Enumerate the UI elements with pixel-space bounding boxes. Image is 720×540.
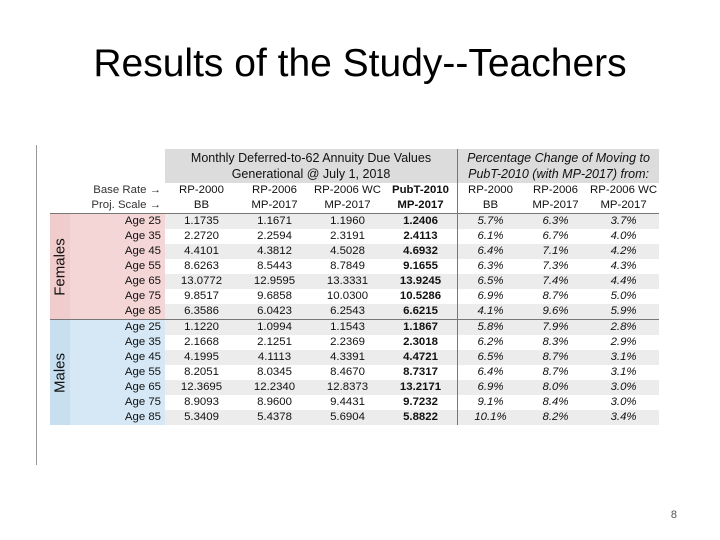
annuity-value-cell: 6.2543 bbox=[311, 304, 384, 320]
annuity-value-cell: 13.9245 bbox=[384, 274, 458, 289]
base-rate-col-6: RP-2006 bbox=[533, 184, 578, 196]
annuity-value-cell: 1.1735 bbox=[165, 214, 238, 230]
proj-scale-col-5: BB bbox=[458, 198, 524, 214]
row-age-label: Age 45 bbox=[70, 244, 165, 259]
page-number: 8 bbox=[670, 509, 677, 521]
annuity-value-cell: 4.5028 bbox=[311, 244, 384, 259]
percent-change-cell: 3.7% bbox=[588, 214, 659, 230]
percent-change-cell: 10.1% bbox=[458, 410, 524, 425]
group-label-females bbox=[50, 214, 70, 320]
annuity-value-cell: 8.7317 bbox=[403, 366, 438, 378]
annuity-value-cell: 8.9600 bbox=[257, 396, 292, 408]
proj-scale-col-4: MP-2017 bbox=[397, 199, 444, 211]
annuity-value-cell: 12.3695 bbox=[165, 380, 238, 395]
annuity-value-cell: 10.0300 bbox=[326, 290, 369, 302]
group-label-text: Males bbox=[51, 352, 69, 393]
annuity-value-cell: 2.2369 bbox=[330, 336, 365, 348]
annuity-value-cell: 13.2171 bbox=[384, 380, 458, 395]
annuity-value-cell: 8.4670 bbox=[330, 366, 365, 378]
annuity-value-cell: 5.4378 bbox=[238, 410, 311, 425]
percent-change-cell: 5.0% bbox=[610, 290, 637, 302]
percent-change-cell: 7.9% bbox=[523, 320, 588, 336]
annuity-value-cell: 6.6215 bbox=[384, 304, 458, 320]
percent-change-cell: 8.4% bbox=[542, 396, 569, 408]
group-label-males bbox=[50, 320, 70, 426]
annuity-value-cell: 12.9595 bbox=[238, 274, 311, 289]
percent-change-cell: 5.8% bbox=[458, 320, 524, 336]
base-rate-col-3: RP-2006 WC bbox=[313, 184, 382, 196]
row-age-label: Age 55 bbox=[70, 365, 165, 380]
percent-change-cell: 8.0% bbox=[523, 380, 588, 395]
percent-change-cell: 6.3% bbox=[523, 214, 588, 230]
proj-scale-col-3: MP-2017 bbox=[324, 199, 371, 211]
table-row bbox=[50, 350, 659, 365]
row-age-label: Age 35 bbox=[70, 335, 165, 350]
percent-change-cell: 8.7% bbox=[542, 366, 569, 378]
annuity-value-cell: 4.1113 bbox=[238, 350, 311, 365]
percent-change-cell: 2.9% bbox=[610, 336, 637, 348]
annuity-value-cell: 1.0994 bbox=[238, 320, 311, 336]
annuity-value-cell: 9.7232 bbox=[403, 396, 438, 408]
annuity-value-cell: 1.1867 bbox=[384, 320, 458, 336]
percent-change-cell: 8.2% bbox=[523, 410, 588, 425]
proj-scale-row bbox=[50, 198, 659, 214]
row-age-label: Age 85 bbox=[70, 304, 165, 320]
percent-change-cell: 3.1% bbox=[610, 366, 637, 378]
row-age-label: Age 25 bbox=[70, 214, 165, 230]
header-annuity-values: Monthly Deferred-to-62 Annuity Due Values Generational @ July 1, 2018 bbox=[165, 149, 458, 183]
base-rate-row bbox=[50, 183, 659, 198]
table-row bbox=[50, 365, 659, 380]
annuity-value-cell: 8.2051 bbox=[184, 366, 219, 378]
proj-scale-label: Proj. Scale → bbox=[91, 199, 161, 211]
annuity-value-cell: 2.3018 bbox=[403, 336, 438, 348]
group-label-text: Females bbox=[51, 237, 69, 296]
table-row bbox=[50, 410, 659, 425]
percent-change-cell: 6.7% bbox=[542, 230, 569, 242]
percent-change-cell: 5.7% bbox=[458, 214, 524, 230]
base-rate-col-2: RP-2006 bbox=[252, 184, 297, 196]
annuity-value-cell: 9.4431 bbox=[330, 396, 365, 408]
row-age-label: Age 65 bbox=[70, 274, 165, 289]
table-row bbox=[50, 335, 659, 350]
table-row bbox=[50, 229, 659, 244]
annuity-value-cell: 10.5286 bbox=[399, 290, 442, 302]
annuity-value-cell: 13.3331 bbox=[311, 274, 384, 289]
slide-title: Results of the Study--Teachers bbox=[93, 42, 627, 85]
percent-change-cell: 9.1% bbox=[458, 395, 524, 410]
annuity-value-cell: 4.4721 bbox=[384, 350, 458, 365]
row-age-label: Age 55 bbox=[70, 259, 165, 274]
percent-change-cell: 6.1% bbox=[458, 229, 524, 244]
percent-change-cell: 3.0% bbox=[588, 380, 659, 395]
annuity-value-cell: 1.1220 bbox=[165, 320, 238, 336]
percent-change-cell: 4.0% bbox=[610, 230, 637, 242]
annuity-value-cell: 6.3586 bbox=[165, 304, 238, 320]
percent-change-cell: 7.4% bbox=[523, 274, 588, 289]
percent-change-cell: 3.4% bbox=[588, 410, 659, 425]
table-row bbox=[50, 289, 659, 304]
percent-change-cell: 8.3% bbox=[542, 336, 569, 348]
annuity-value-cell: 5.8822 bbox=[384, 410, 458, 425]
annuity-value-cell: 2.1668 bbox=[184, 336, 219, 348]
percent-change-cell: 6.9% bbox=[458, 380, 524, 395]
percent-change-cell: 4.1% bbox=[458, 304, 524, 320]
annuity-value-cell: 8.7849 bbox=[330, 260, 365, 272]
annuity-value-cell: 1.1543 bbox=[311, 320, 384, 336]
annuity-value-cell: 12.8373 bbox=[311, 380, 384, 395]
row-age-label: Age 85 bbox=[70, 410, 165, 425]
percent-change-cell: 8.7% bbox=[523, 350, 588, 365]
percent-change-cell: 6.3% bbox=[458, 259, 524, 274]
proj-scale-col-6: MP-2017 bbox=[532, 199, 579, 211]
table-row bbox=[50, 320, 659, 336]
annuity-value-cell: 8.6263 bbox=[184, 260, 219, 272]
annuity-value-cell: 4.4101 bbox=[165, 244, 238, 259]
base-rate-label: Base Rate → bbox=[93, 184, 161, 196]
percent-change-cell: 3.1% bbox=[588, 350, 659, 365]
row-age-label: Age 75 bbox=[70, 395, 165, 410]
table-row bbox=[50, 214, 659, 230]
percent-change-cell: 6.5% bbox=[458, 350, 524, 365]
percent-change-cell: 7.1% bbox=[523, 244, 588, 259]
annuity-value-cell: 9.1655 bbox=[403, 260, 438, 272]
proj-scale-col-1: BB bbox=[193, 199, 210, 211]
table-row bbox=[50, 395, 659, 410]
proj-scale-col-2: MP-2017 bbox=[251, 199, 298, 211]
percent-change-cell: 6.4% bbox=[458, 244, 524, 259]
annuity-value-cell: 5.3409 bbox=[165, 410, 238, 425]
percent-change-cell: 6.9% bbox=[458, 289, 524, 304]
percent-change-cell: 5.9% bbox=[588, 304, 659, 320]
annuity-value-cell: 4.1995 bbox=[165, 350, 238, 365]
percent-change-cell: 4.4% bbox=[588, 274, 659, 289]
percent-change-cell: 7.3% bbox=[542, 260, 569, 272]
table-row bbox=[50, 259, 659, 274]
percent-change-cell: 4.2% bbox=[588, 244, 659, 259]
percent-change-cell: 6.5% bbox=[458, 274, 524, 289]
table-row bbox=[50, 380, 659, 395]
percent-change-cell: 9.6% bbox=[523, 304, 588, 320]
annuity-value-cell: 2.2594 bbox=[257, 230, 292, 242]
row-age-label: Age 45 bbox=[70, 350, 165, 365]
annuity-value-cell: 1.1671 bbox=[238, 214, 311, 230]
annuity-value-cell: 13.0772 bbox=[165, 274, 238, 289]
annuity-value-cell: 2.1251 bbox=[257, 336, 292, 348]
annuity-value-cell: 9.6858 bbox=[257, 290, 292, 302]
annuity-value-cell: 8.5443 bbox=[257, 260, 292, 272]
percent-change-cell: 8.7% bbox=[542, 290, 569, 302]
percent-change-cell: 3.0% bbox=[610, 396, 637, 408]
annuity-value-cell: 2.2720 bbox=[184, 230, 219, 242]
table-header-row bbox=[50, 149, 659, 183]
table-row bbox=[50, 274, 659, 289]
annuity-value-cell: 4.3391 bbox=[311, 350, 384, 365]
table-left-border bbox=[36, 145, 37, 465]
table-row bbox=[50, 304, 659, 320]
header-percentage-change: Percentage Change of Moving to PubT-2010 (with MP-2017) from: bbox=[458, 149, 660, 183]
annuity-value-cell: 12.2340 bbox=[238, 380, 311, 395]
annuity-value-cell: 1.1960 bbox=[311, 214, 384, 230]
table-row bbox=[50, 244, 659, 259]
annuity-value-cell: 1.2406 bbox=[384, 214, 458, 230]
annuity-value-cell: 2.3191 bbox=[330, 230, 365, 242]
base-rate-col-5: RP-2000 bbox=[458, 183, 524, 198]
results-table bbox=[50, 149, 659, 425]
row-age-label: Age 75 bbox=[70, 289, 165, 304]
annuity-value-cell: 5.6904 bbox=[311, 410, 384, 425]
proj-scale-col-7: MP-2017 bbox=[600, 199, 647, 211]
percent-change-cell: 2.8% bbox=[588, 320, 659, 336]
annuity-value-cell: 8.0345 bbox=[257, 366, 292, 378]
row-age-label: Age 35 bbox=[70, 229, 165, 244]
row-age-label: Age 25 bbox=[70, 320, 165, 336]
percent-change-cell: 6.4% bbox=[458, 365, 524, 380]
annuity-value-cell: 4.3812 bbox=[238, 244, 311, 259]
base-rate-col-4: PubT-2010 bbox=[392, 184, 449, 196]
annuity-value-cell: 9.8517 bbox=[184, 290, 219, 302]
row-age-label: Age 65 bbox=[70, 380, 165, 395]
annuity-value-cell: 4.6932 bbox=[384, 244, 458, 259]
percent-change-cell: 4.3% bbox=[610, 260, 637, 272]
percent-change-cell: 6.2% bbox=[458, 335, 524, 350]
base-rate-col-1: RP-2000 bbox=[179, 184, 224, 196]
annuity-value-cell: 2.4113 bbox=[403, 230, 438, 242]
annuity-value-cell: 6.0423 bbox=[238, 304, 311, 320]
annuity-value-cell: 8.9093 bbox=[184, 396, 219, 408]
base-rate-col-7: RP-2006 WC bbox=[590, 184, 658, 196]
